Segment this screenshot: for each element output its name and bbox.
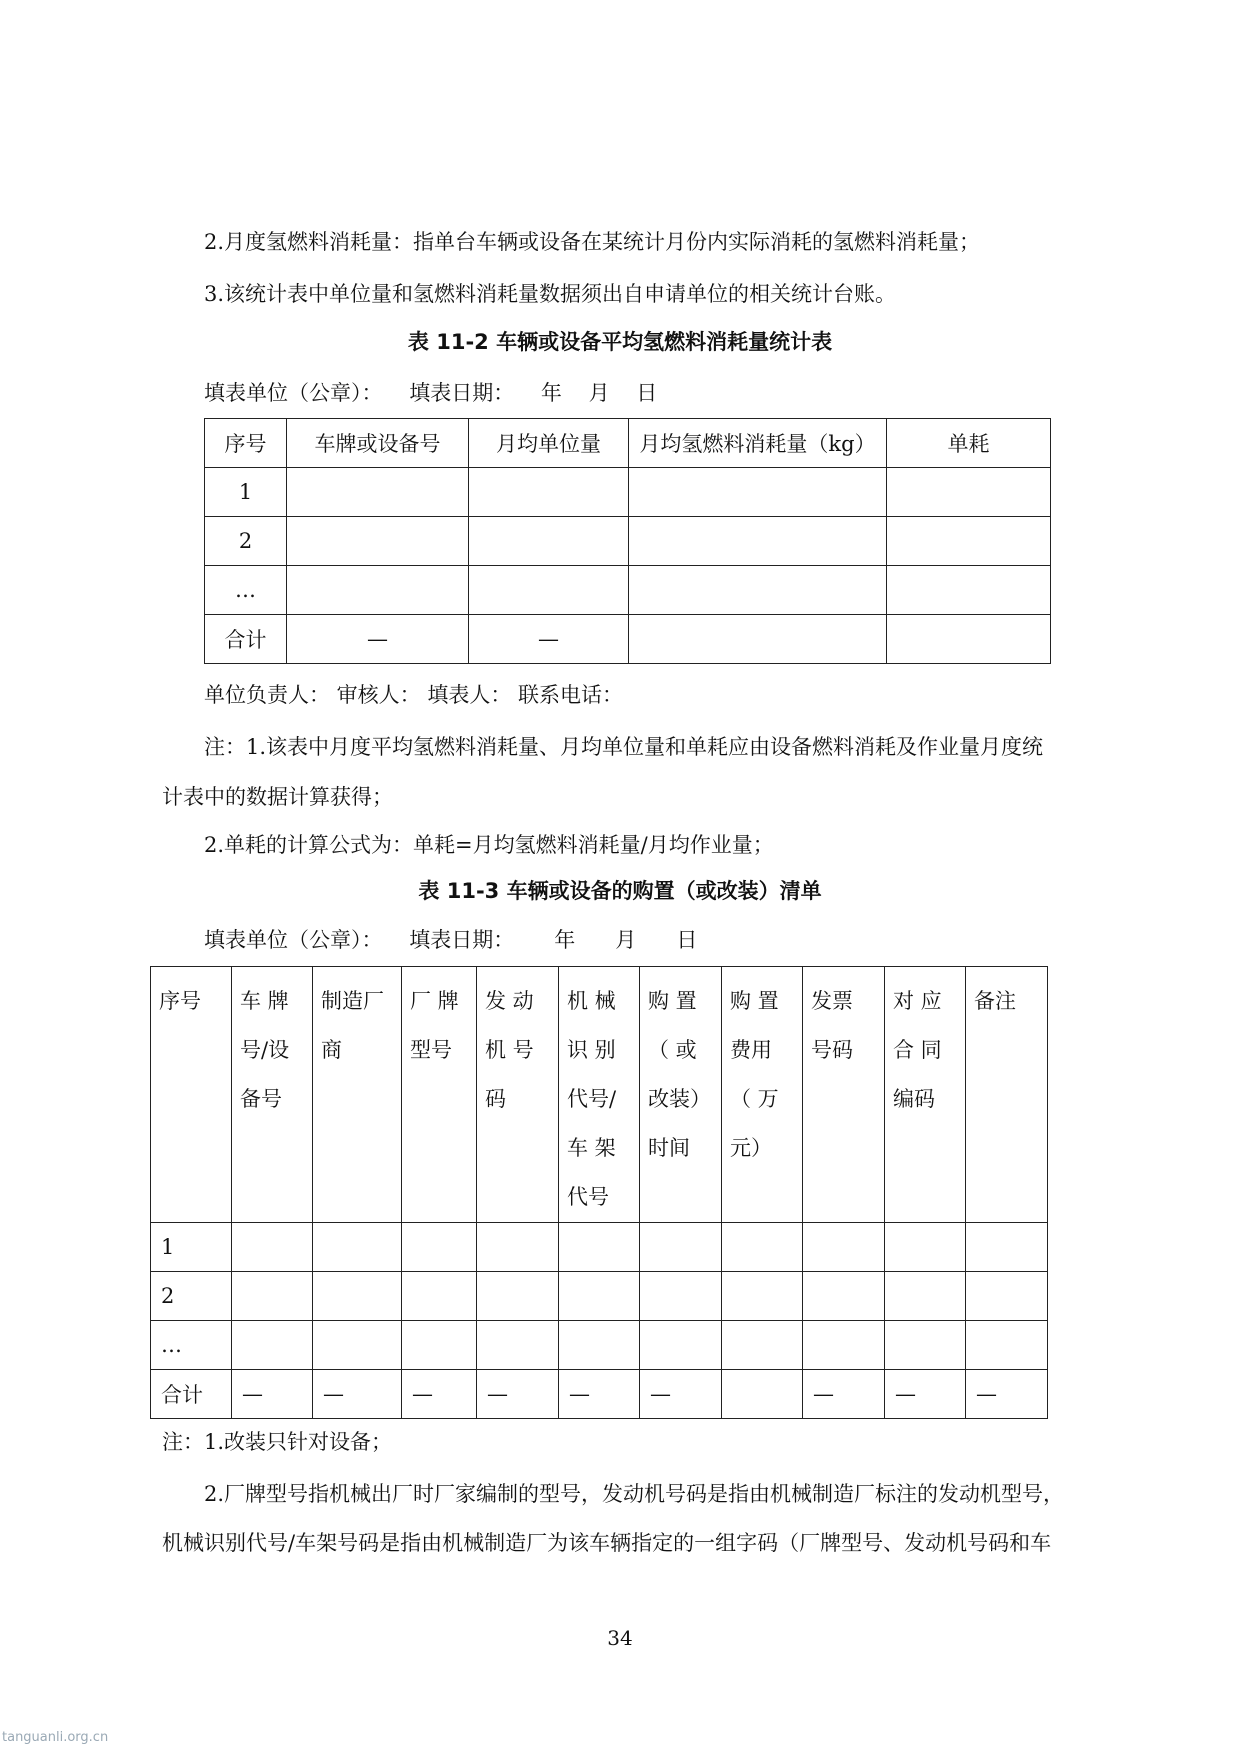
table-cell: — — [402, 1370, 477, 1419]
table-cell — [803, 1223, 885, 1272]
header-cell: 制造厂商 — [313, 967, 402, 1223]
table-cell: 序号 — [205, 419, 287, 468]
header-cell: 序号 — [151, 967, 232, 1223]
table-cell: 月均单位量 — [469, 419, 629, 468]
table-cell — [287, 468, 469, 517]
table-cell — [722, 1370, 803, 1419]
header-cell: 购 置 费用 （ 万 元） — [722, 967, 803, 1223]
header-cell: 备注 — [966, 967, 1048, 1223]
table-cell — [477, 1223, 559, 1272]
watermark: tanguanli.org.cn — [2, 1730, 109, 1745]
table-row — [151, 1321, 1048, 1370]
table-cell: — — [313, 1370, 402, 1419]
table2 — [204, 418, 1051, 664]
table-cell: 1 — [151, 1223, 232, 1272]
table-cell: 2 — [151, 1272, 232, 1321]
header-cell: 购 置 （ 或 改装）时间 — [640, 967, 722, 1223]
table-cell: — — [640, 1370, 722, 1419]
table-cell: 月均氢燃料消耗量（kg） — [629, 419, 887, 468]
table-cell — [885, 1272, 966, 1321]
bottom-note-3: 机械识别代号/车架号码是指由机械制造厂为该车辆指定的一组字码（厂牌型号、发动机号码和车 — [162, 1531, 1052, 1555]
header-cell: 车 牌 号/设 备号 — [232, 967, 313, 1223]
table2-note-1b: 计表中的数据计算获得； — [162, 785, 393, 809]
table-cell — [477, 1272, 559, 1321]
table-cell — [887, 566, 1051, 615]
table2-caption: 表 11-2 车辆或设备平均氢燃料消耗量统计表 — [407, 330, 833, 354]
table-cell — [287, 566, 469, 615]
table-cell — [469, 517, 629, 566]
table-row — [151, 1272, 1048, 1321]
table-cell — [885, 1223, 966, 1272]
header-cell: 厂 牌 型号 — [402, 967, 477, 1223]
table-cell — [722, 1272, 803, 1321]
table2-note-2: 2.单耗的计算公式为：单耗=月均氢燃料消耗量/月均作业量； — [204, 833, 774, 857]
table-cell — [402, 1321, 477, 1370]
table-cell — [629, 615, 887, 664]
header-cell: 发票 号码 — [803, 967, 885, 1223]
table-cell — [966, 1272, 1048, 1321]
table-cell — [629, 566, 887, 615]
table-cell — [559, 1272, 640, 1321]
table-cell — [803, 1272, 885, 1321]
table-row — [205, 468, 1051, 517]
table-cell — [966, 1223, 1048, 1272]
header-cell: 机 械 识 别 代号/车 架 代号 — [559, 967, 640, 1223]
table-cell — [640, 1223, 722, 1272]
table-cell: — — [477, 1370, 559, 1419]
table-cell: — — [287, 615, 469, 664]
table-header-row — [151, 967, 1048, 1223]
table-cell — [313, 1272, 402, 1321]
page-number: 34 — [607, 1626, 633, 1650]
table-cell — [402, 1223, 477, 1272]
note-top-2: 2.月度氢燃料消耗量：指单台车辆或设备在某统计月份内实际消耗的氢燃料消耗量； — [204, 230, 981, 254]
table-cell — [313, 1223, 402, 1272]
table-cell: — — [232, 1370, 313, 1419]
table-cell: — — [469, 615, 629, 664]
table-cell — [887, 468, 1051, 517]
table-cell — [966, 1321, 1048, 1370]
table-cell — [629, 468, 887, 517]
bottom-note-1: 注：1.改装只针对设备； — [162, 1430, 393, 1454]
table-cell — [629, 517, 887, 566]
table-cell: — — [966, 1370, 1048, 1419]
table-cell: — — [885, 1370, 966, 1419]
table-cell — [469, 566, 629, 615]
table-row — [151, 1370, 1048, 1419]
table-cell — [232, 1321, 313, 1370]
table3 — [150, 966, 1048, 1419]
table-cell — [559, 1223, 640, 1272]
table-cell — [885, 1321, 966, 1370]
table-cell — [232, 1223, 313, 1272]
table-cell: 1 — [205, 468, 287, 517]
table-cell — [640, 1321, 722, 1370]
table-cell — [887, 517, 1051, 566]
table-cell — [640, 1272, 722, 1321]
table-cell — [803, 1321, 885, 1370]
table-cell: 单耗 — [887, 419, 1051, 468]
table-cell — [887, 615, 1051, 664]
table-row — [151, 1223, 1048, 1272]
table-row — [205, 419, 1051, 468]
table-cell — [559, 1321, 640, 1370]
table-row — [205, 566, 1051, 615]
table-cell: — — [803, 1370, 885, 1419]
table-cell: — — [559, 1370, 640, 1419]
table-cell — [722, 1223, 803, 1272]
table-cell: … — [205, 566, 287, 615]
table-cell: 车牌或设备号 — [287, 419, 469, 468]
header-cell: 发 动 机 号 码 — [477, 967, 559, 1223]
table-cell — [722, 1321, 803, 1370]
table-cell: … — [151, 1321, 232, 1370]
table-cell — [287, 517, 469, 566]
header-cell: 对 应 合 同 编码 — [885, 967, 966, 1223]
table2-fill-line: 填表单位（公章）： 填表日期： 年 月 日 — [204, 381, 658, 405]
table-cell — [232, 1272, 313, 1321]
table-cell: 合计 — [151, 1370, 232, 1419]
table-row — [205, 615, 1051, 664]
table-cell: 合计 — [205, 615, 287, 664]
table-cell — [402, 1272, 477, 1321]
table-cell — [469, 468, 629, 517]
table-row — [205, 517, 1051, 566]
table-cell: 2 — [205, 517, 287, 566]
table3-fill-line: 填表单位（公章）： 填表日期： 年 月 日 — [204, 928, 698, 952]
note-top-3: 3.该统计表中单位量和氢燃料消耗量数据须出自申请单位的相关统计台账。 — [204, 282, 897, 306]
table-cell — [313, 1321, 402, 1370]
table2-signature-line: 单位负责人： 审核人： 填表人： 联系电话： — [204, 683, 624, 707]
table-cell — [477, 1321, 559, 1370]
table2-note-1a: 注：1.该表中月度平均氢燃料消耗量、月均单位量和单耗应由设备燃料消耗及作业量月度统 — [204, 735, 1044, 759]
bottom-note-2: 2.厂牌型号指机械出厂时厂家编制的型号，发动机号码是指由机械制造厂标注的发动机型号， — [204, 1482, 1065, 1506]
table3-caption: 表 11-3 车辆或设备的购置（或改装）清单 — [418, 879, 822, 903]
